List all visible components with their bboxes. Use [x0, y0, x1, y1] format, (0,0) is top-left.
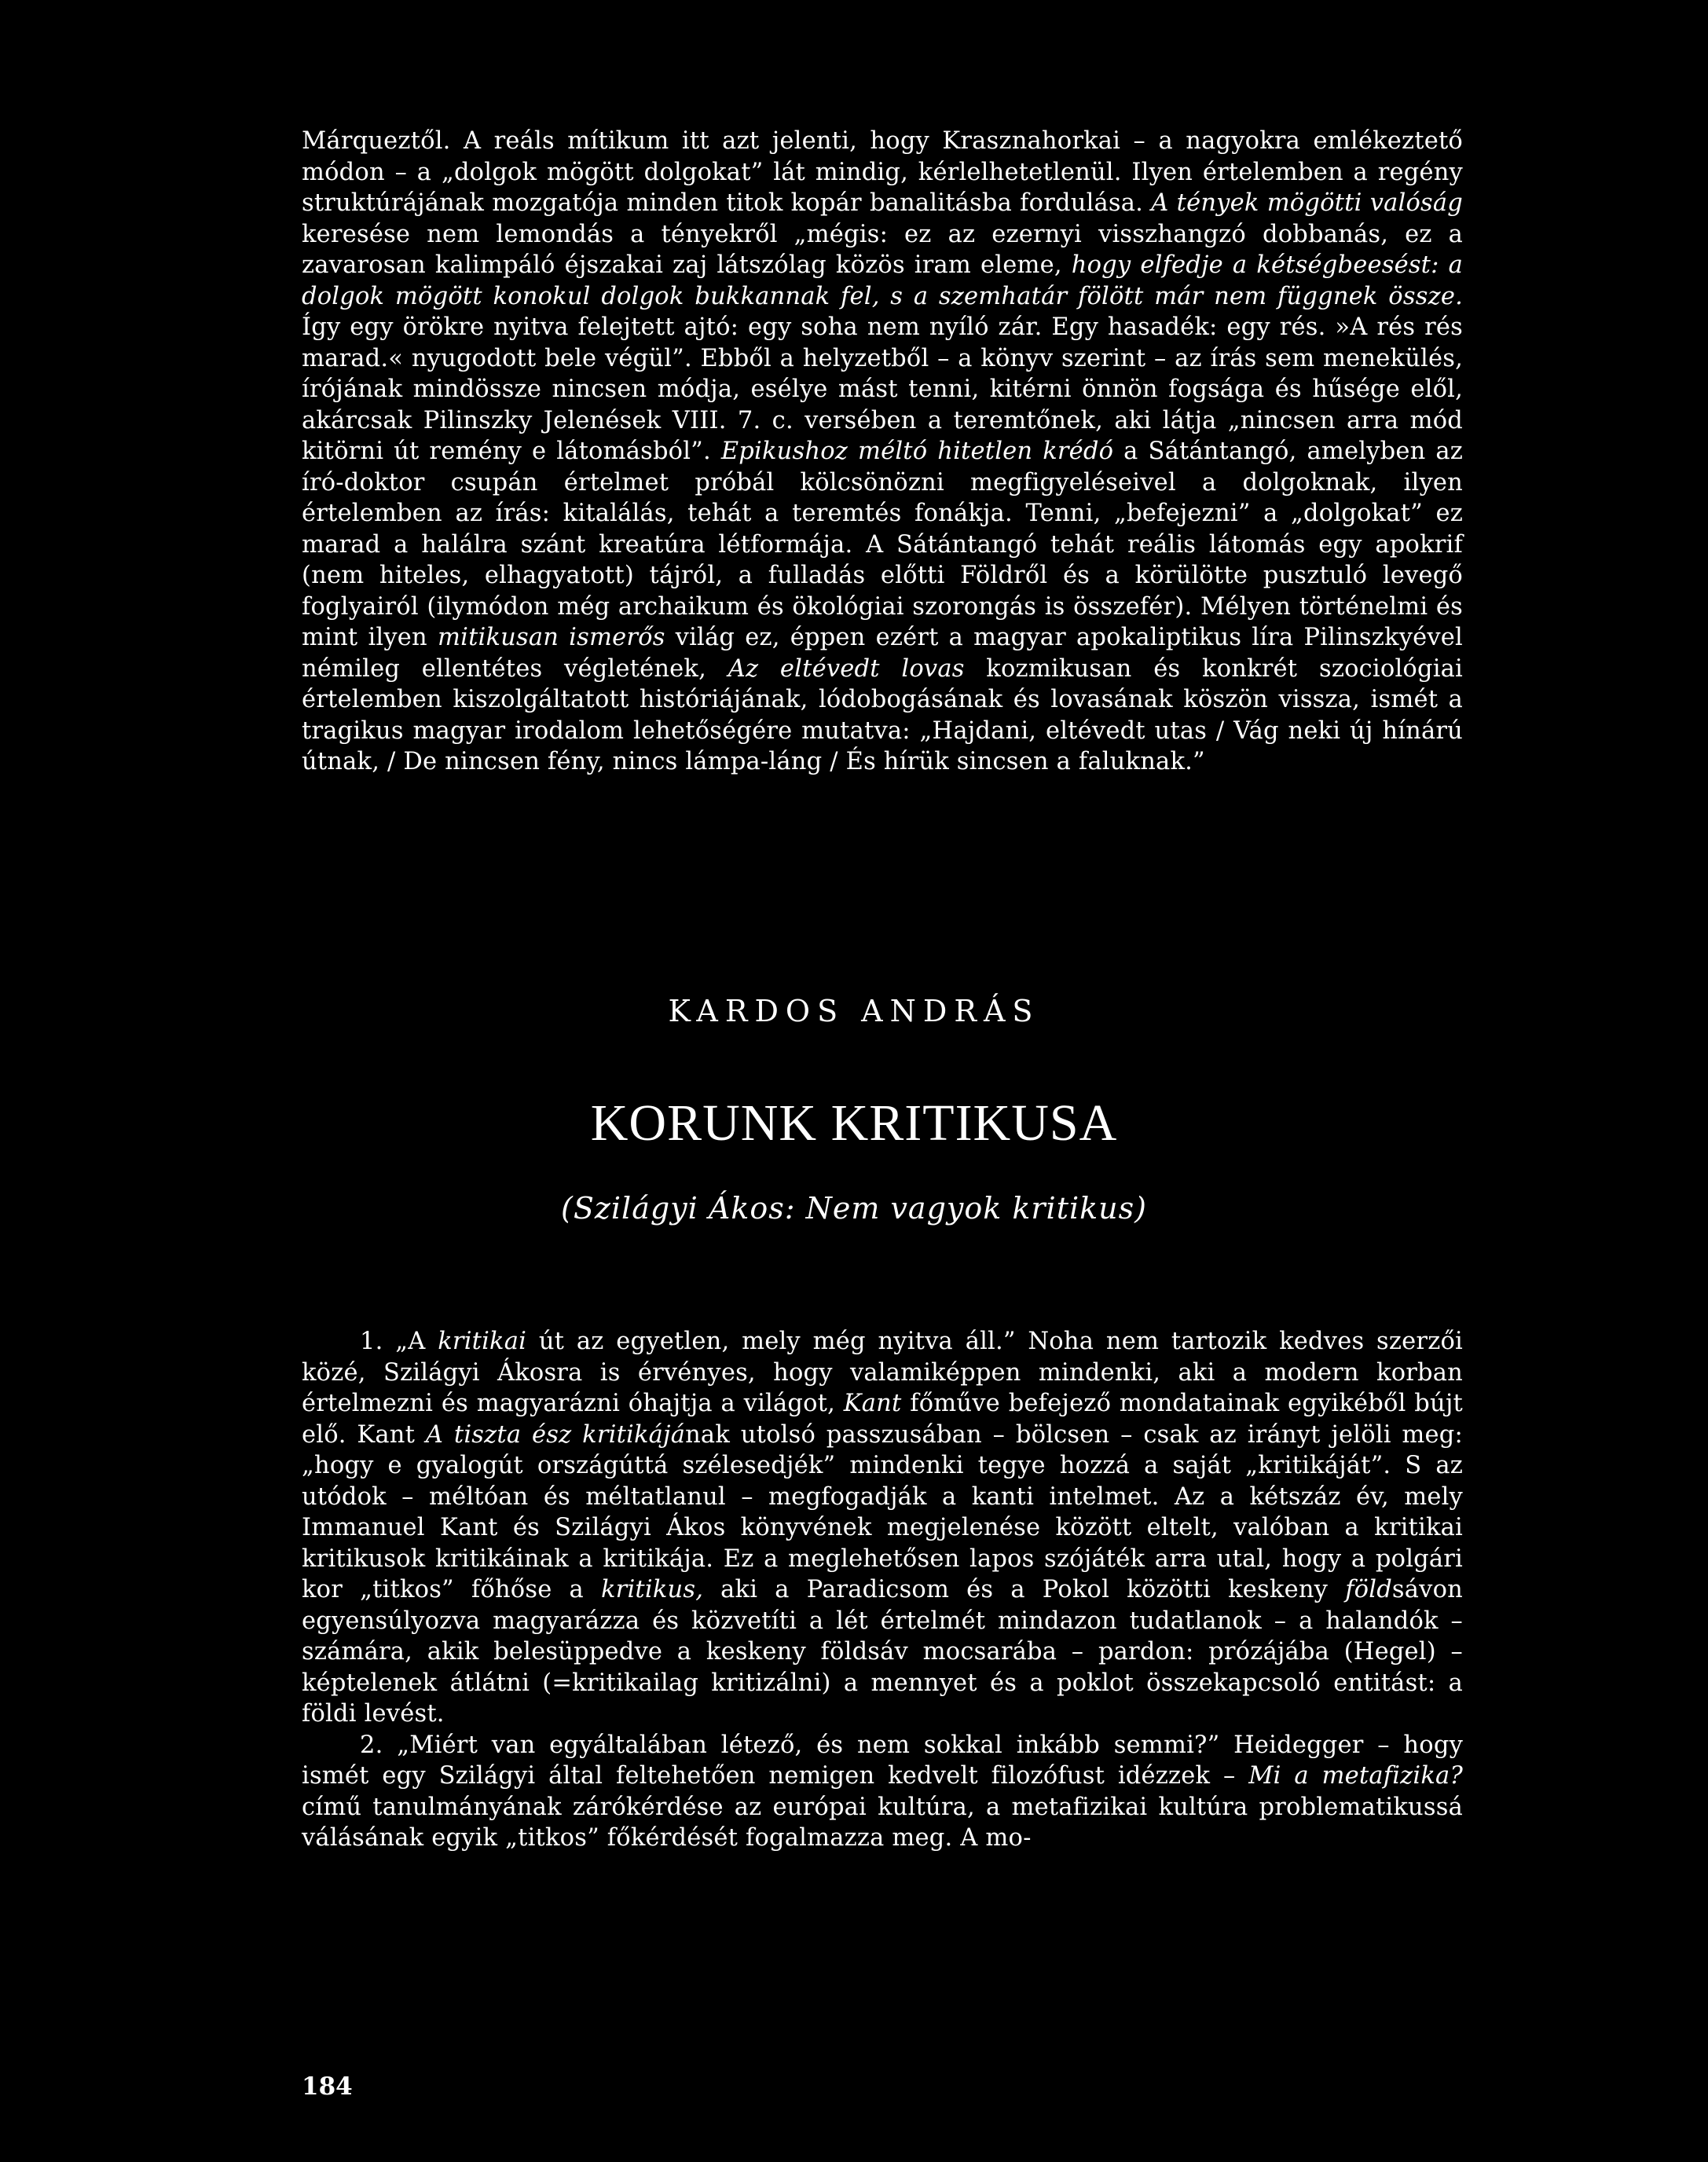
article-body [302, 1326, 1463, 1854]
continued-paragraph [302, 126, 1463, 778]
article-subtitle: (Szilágyi Ákos: Nem vagyok kritikus) [561, 1191, 1147, 1226]
page-number: 184 [302, 2072, 353, 2101]
paragraph-continued: Márqueztől. A reáls mítikum itt azt jelenti, hogy Krasznahorkai – a nagyokra emlékeztető módon – a „dolgok mögött dolgokat” lát mindig, kérlelhetetlenül. Ilyen értelemben a regény struktúrájának mozgatója minden titok kopár banalitásba fordulása. A tények mögötti valóság keresése nem lemondás a tényekről „mégis: ez az ezernyi visszhangzó dobbanás, ez a zavarosan kalimpáló éjszakai zaj látszólag közös iram eleme, hogy elfedje a kétségbeesést: a dolgok mögött konokul dolgok bukkannak fel, s a szemhatár fölött már nem függnek össze. Így egy örökre nyitva felejtett ajtó: egy soha nem nyíló zár. Egy hasadék: egy rés. »A rés rés marad.« nyugodott bele végül”. Ebből a helyzetből – a könyv szerint – az írás sem menekülés, írójának mindössze nincsen módja, esélye mást tenni, kitérni önnön fogsága és hűsége elől, akárcsak Pilinszky Jelenések VIII. 7. c. versében a teremtőnek, aki látja „nincsen arra mód kitörni út remény e látomásból”. Epikushoz méltó hitetlen krédó a Sátántangó, amelyben az író-doktor csupán értelmet próbál kölcsönözni megfigyeléseivel a dolgoknak, ilyen értelemben az írás: kitalálás, tehát a teremtés fonákja. Tenni, „befejezni” a „dolgokat” ez marad a halálra szánt kreatúra létformája. A Sátántangó tehát reális látomás egy apokrif (nem hiteles, elhagyatott) tájról, a fulladás előtti Földről és a körülötte pusztuló levegő foglyairól (ilymódon még archaikum és ökológiai szorongás is összefér). Mélyen történelmi és mint ilyen mitikusan ismerős világ ez, éppen ezért a magyar apokaliptikus líra Pilinszkyével némileg ellentétes végletének, Az eltévedt lovas kozmikusan és konkrét szociológiai értelemben kiszolgáltatott históriájának, lódobogásának és lovasának köszön vissza, ismét a tragikus magyar irodalom lehetőségére mutatva: „Hajdani, eltévedt utas / Vág neki új hínárú útnak, / De nincsen fény, nincs lámpa-láng / És hírük sincsen a faluknak.” [302, 127, 1464, 775]
article-title: KORUNK KRITIKUSA [590, 1094, 1118, 1152]
paragraph-section-2: 2. „Miért van egyáltalában létező, és nem sokkal inkább semmi?” Heidegger – hogy ismét egy Szilágyi által feltehetően nemigen kedvelt filozófust idézzek – Mi a metafizika? című tanulmányának zárókérdése az európai kultúra, a metafizikai kultúra problematikussá válásának egyik „titkos” főkérdését fogalmazza meg. A mo- [302, 1731, 1463, 1852]
article-author: KARDOS ANDRÁS [668, 994, 1040, 1028]
paragraph-section-1: 1. „A kritikai út az egyetlen, mely még nyitva áll.” Noha nem tartozik kedves szerzői közé, Szilágyi Ákosra is érvényes, hogy valamiképpen mindenki, aki a modern korban értelmezni és magyarázni óhajtja a világot, Kant főműve befejező mondatainak egyikéből bújt elő. Kant A tiszta ész kritikájának utolsó passzusában – bölcsen – csak az irányt jelöli meg: „hogy e gyalogút országúttá szélesedjék” mindenki tegye hozzá a saját „kritikáját”. S az utódok – méltóan és méltatlanul – megfogadják a kanti intelmet. Az a kétszáz év, mely Immanuel Kant és Szilágyi Ákos könyvének megjelenése között eltelt, valóban a kritikai kritikusok kritikáinak a kritikája. Ez a meglehetősen lapos szójáték arra utal, hogy a polgári kor „titkos” főhőse a kritikus, aki a Paradicsom és a Pokol közötti keskeny földsávon egyensúlyozva magyarázza és közvetíti a lét értelmét mindazon tudatlanok – a halandók – számára, akik belesüppedve a keskeny földsáv mocsarába – pardon: prózájába (Hegel) – képtelenek átlátni (=kritikailag kritizálni) a mennyet és a poklot összekapcsoló entitást: a földi levést. [302, 1328, 1463, 1728]
